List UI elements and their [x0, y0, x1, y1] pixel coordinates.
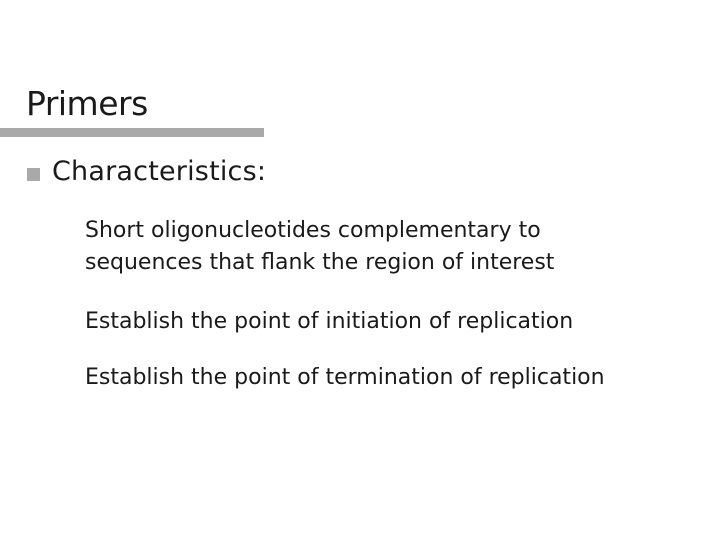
- sub-item-initiation: [85, 306, 573, 338]
- sub-item-short-oligonucleotides: [85, 215, 554, 279]
- sub-item-line: sequences that flank the region of interest: [85, 250, 555, 275]
- sub-item-line: Establish the point of termination of replication: [85, 365, 605, 390]
- title-underline-bar: [0, 128, 264, 137]
- bullet-text: Characteristics:: [52, 156, 267, 187]
- bullet-item-characteristics: [27, 152, 266, 192]
- sub-item-termination: [85, 362, 605, 394]
- slide-title: Primers: [26, 84, 148, 123]
- sub-item-line: Short oligonucleotides complementary to: [85, 218, 541, 243]
- sub-item-line: Establish the point of initiation of replication: [85, 309, 574, 334]
- square-bullet-icon: [27, 168, 40, 181]
